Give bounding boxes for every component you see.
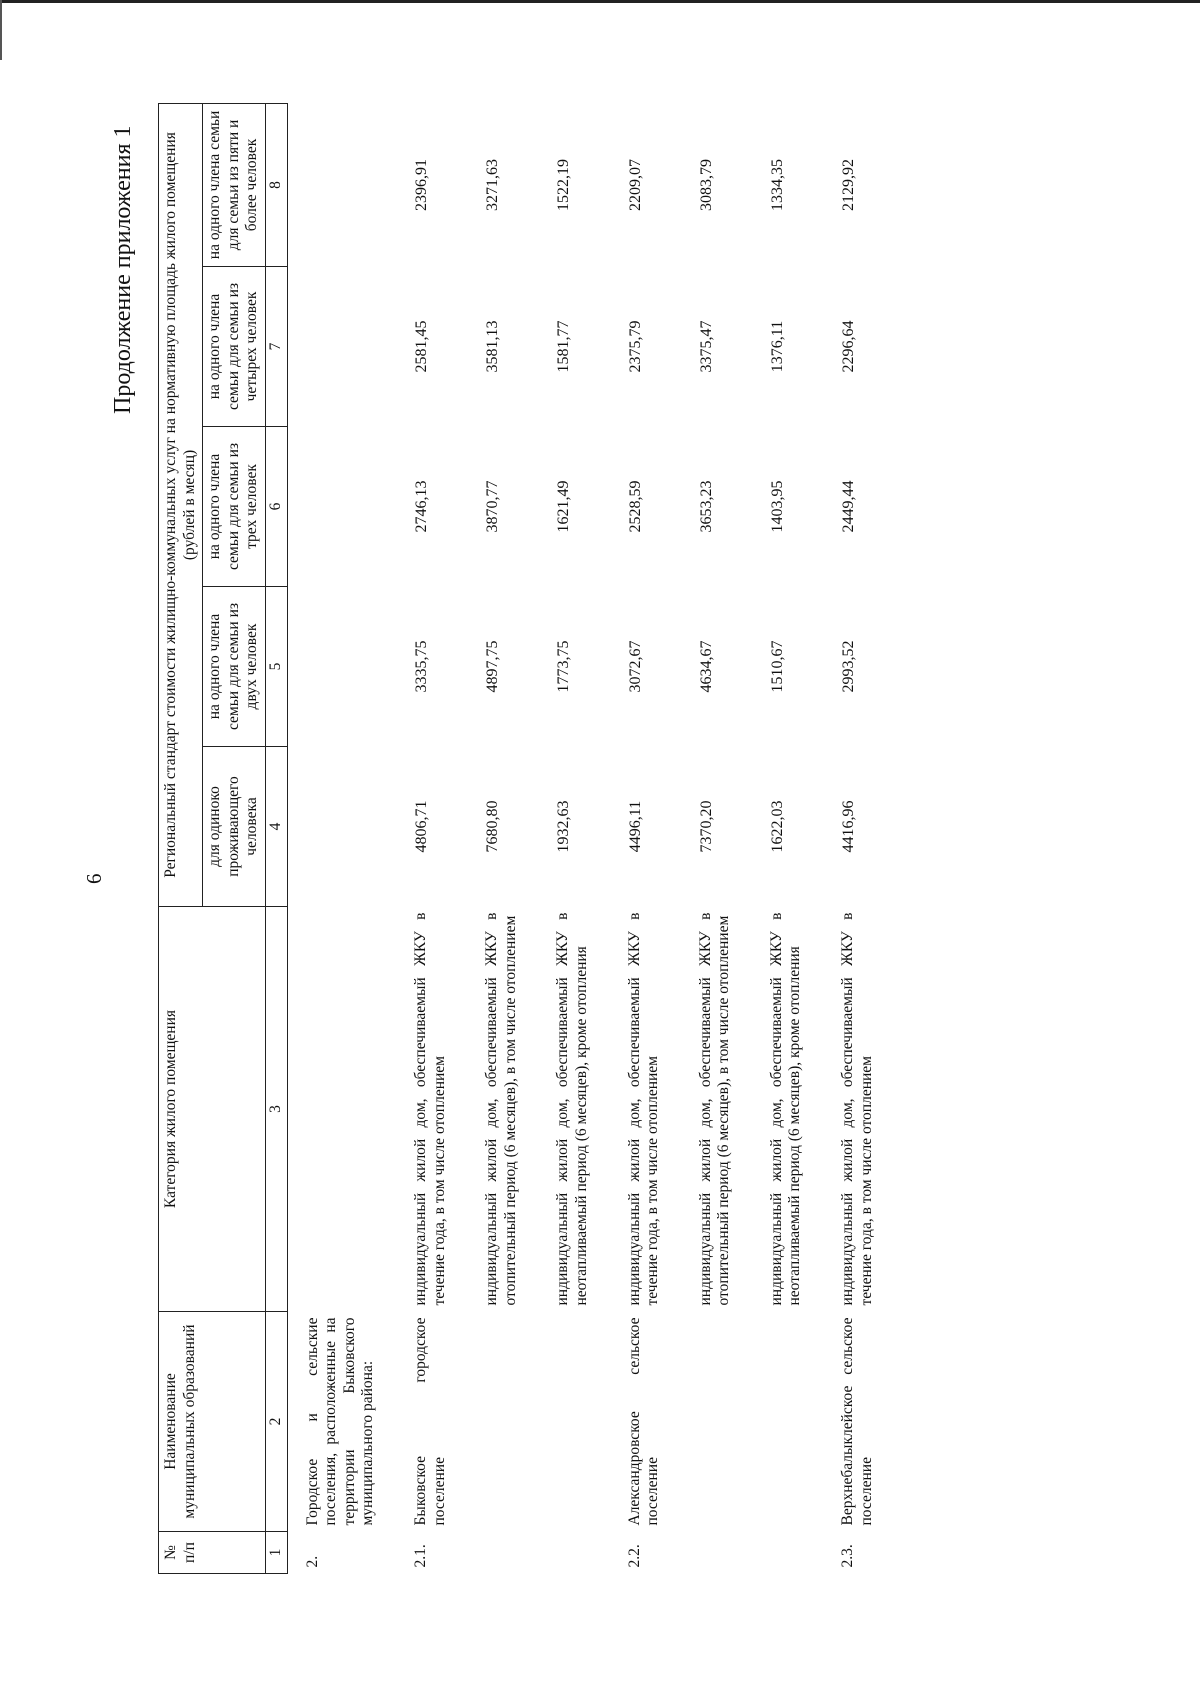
value-five-plus: 2129,92 (840, 158, 858, 211)
value-two: 3072,67 (626, 640, 644, 693)
table-row (823, 103, 894, 1573)
tariff-table (158, 103, 894, 1574)
value-single: 1932,63 (555, 800, 573, 853)
table-row (610, 103, 681, 1573)
value-single: 7680,80 (484, 800, 502, 853)
value-two: 3335,75 (412, 640, 430, 693)
value-three: 2449,44 (840, 480, 858, 533)
value-four: 1376,11 (768, 320, 786, 373)
header-row-1 (159, 103, 203, 1573)
value-five-plus: 3083,79 (697, 158, 715, 211)
row-num (752, 1532, 823, 1574)
row-municipality (681, 1312, 752, 1532)
value-four: 2296,64 (840, 320, 858, 373)
column-number: 8 (265, 103, 287, 266)
section-title: Городское и сельские поселения, расположенные на территории Быковского муниципального района: (303, 1317, 377, 1526)
row-municipality: Александровское сельское поселение (625, 1317, 662, 1526)
value-three: 2528,59 (626, 480, 644, 533)
header-single: для одиноко проживающего человека (203, 747, 266, 907)
row-municipality: Верхнебалыклейское сельское поселение (839, 1317, 875, 1526)
column-number: 6 (265, 427, 287, 587)
column-number: 4 (265, 747, 287, 907)
header-municipality: Наименование муниципальных образований (159, 1312, 266, 1532)
section-row (287, 103, 396, 1573)
row-category: индивидуальный жилой дом, обеспечиваемый ЖКУ в неотапливаемый период (6 месяцев), кроме отопления (554, 912, 590, 1306)
table-row (467, 103, 538, 1573)
value-five-plus: 3271,63 (484, 158, 502, 211)
row-num: 2.2. (625, 1544, 643, 1568)
header-three: на одного члена семьи для семьи из трех человек (203, 427, 266, 587)
row-num: 2.1. (411, 1544, 429, 1568)
value-two: 1510,67 (768, 640, 786, 693)
section-num: 2. (303, 1555, 321, 1568)
value-four: 3581,13 (484, 320, 502, 373)
value-five-plus: 2396,91 (412, 158, 430, 211)
value-five-plus: 1334,35 (768, 158, 786, 211)
continuation-title: Продолжение приложения 1 (110, 125, 136, 414)
table-row (752, 103, 823, 1573)
value-five-plus: 2209,07 (626, 158, 644, 211)
row-municipality: Быковское городское поселение (411, 1317, 448, 1526)
value-three: 1403,95 (768, 480, 786, 533)
value-single: 4806,71 (412, 800, 430, 853)
column-number: 2 (265, 1312, 287, 1532)
table-row (681, 103, 752, 1573)
row-municipality (538, 1312, 609, 1532)
value-four: 3375,47 (697, 320, 715, 373)
row-category: индивидуальный жилой дом, обеспечиваемый ЖКУ в течение года, в том числе отоплением (411, 912, 448, 1306)
value-two: 4634,67 (697, 640, 715, 693)
header-num: № п/п (159, 1532, 266, 1574)
column-number: 5 (265, 587, 287, 747)
value-single: 4496,11 (626, 800, 644, 853)
column-number: 7 (265, 267, 287, 427)
value-single: 1622,03 (768, 800, 786, 853)
row-num (681, 1532, 752, 1574)
value-three: 3653,23 (697, 480, 715, 533)
header-five-plus: на одного члена семьи для семьи из пяти и более человек (203, 103, 266, 266)
value-four: 2581,45 (412, 320, 430, 373)
row-category: индивидуальный жилой дом, обеспечиваемый ЖКУ в отопительный период (6 месяцев), в том числе отоплением (696, 912, 733, 1306)
column-number-row (265, 103, 287, 1573)
value-four: 2375,79 (626, 320, 644, 373)
row-category: индивидуальный жилой дом, обеспечиваемый ЖКУ в течение года, в том числе отоплением (839, 912, 875, 1306)
header-four: на одного члена семьи для семьи из четырех человек (203, 267, 266, 427)
header-category: Категория жилого помещения (159, 907, 266, 1312)
row-municipality (752, 1312, 823, 1532)
table-row (396, 103, 467, 1573)
value-two: 1773,75 (555, 640, 573, 693)
table-row (538, 103, 609, 1573)
row-category: индивидуальный жилой дом, обеспечиваемый ЖКУ в отопительный период (6 месяцев), в том числе отоплением (483, 912, 519, 1306)
value-two: 2993,52 (840, 640, 858, 693)
row-category: индивидуальный жилой дом, обеспечиваемый ЖКУ в течение года, в том числе отоплением (625, 912, 662, 1306)
value-two: 4897,75 (484, 640, 502, 693)
column-number: 1 (265, 1532, 287, 1574)
value-five-plus: 1522,19 (555, 158, 573, 211)
value-single: 7370,20 (697, 800, 715, 853)
row-num (467, 1532, 538, 1574)
row-municipality (467, 1312, 538, 1532)
header-standard-group: Региональный стандарт стоимости жилищно-коммунальных услуг на нормативную площадь жилого помещения (рублей в месяц) (159, 103, 203, 906)
value-single: 4416,96 (840, 800, 858, 853)
header-two: на одного члена семьи для семьи из двух человек (203, 587, 266, 747)
column-number: 3 (265, 907, 287, 1312)
value-three: 2746,13 (412, 480, 430, 533)
value-four: 1581,77 (555, 320, 573, 373)
value-three: 1621,49 (555, 480, 573, 533)
row-num (538, 1532, 609, 1574)
row-category: индивидуальный жилой дом, обеспечиваемый ЖКУ в неотапливаемый период (6 месяцев), кроме отопления (767, 912, 804, 1306)
page-number: 6 (82, 873, 106, 884)
value-three: 3870,77 (484, 480, 502, 533)
row-num: 2.3. (839, 1544, 857, 1568)
